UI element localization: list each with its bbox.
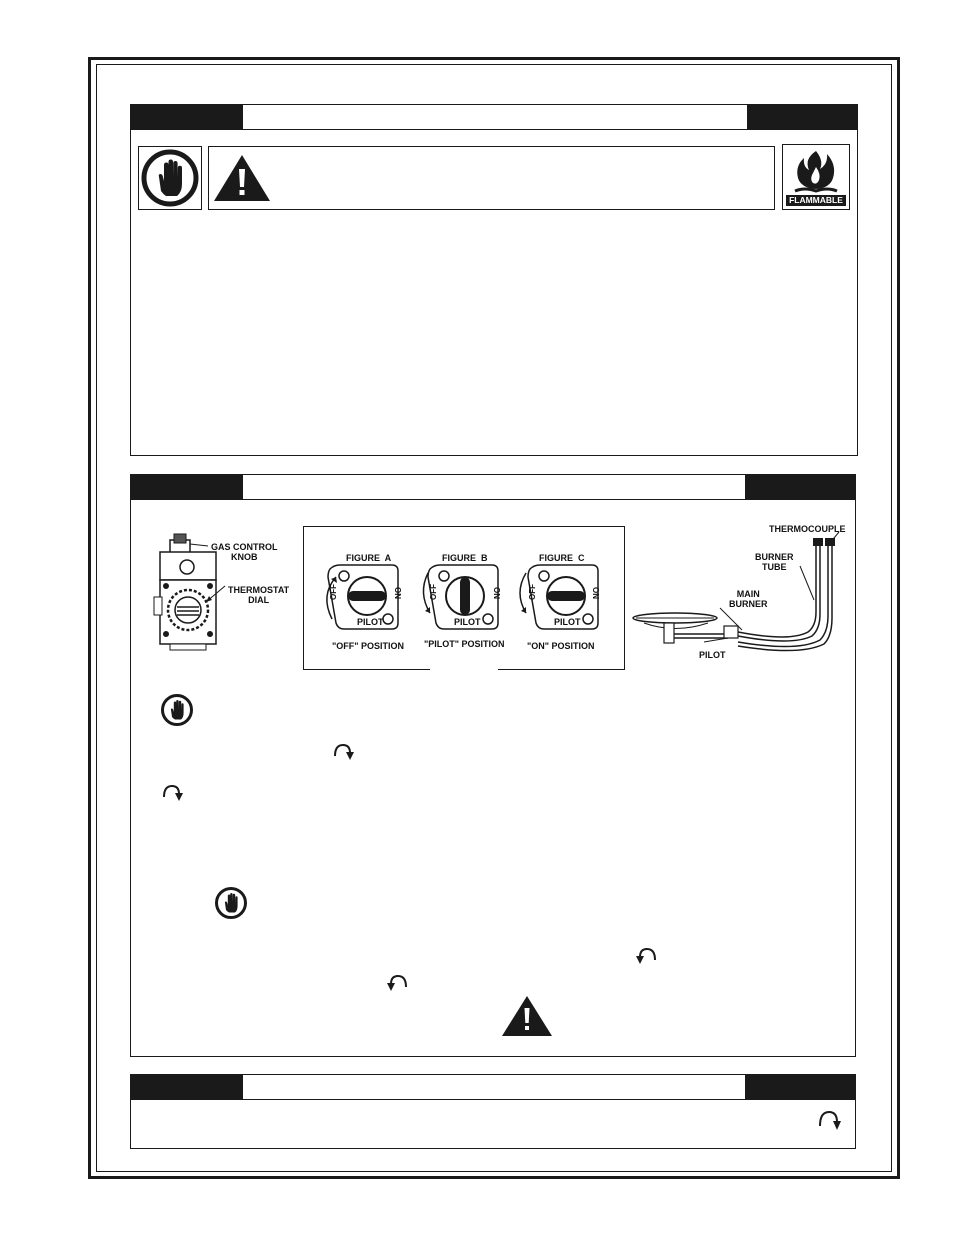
stop-hand-icon (160, 693, 194, 727)
header-block-left (131, 1075, 243, 1099)
flammable-flame-icon (783, 147, 849, 197)
label-main-burner: MAIN BURNER (729, 589, 768, 609)
figure-c-pilot-label: PILOT (554, 617, 581, 627)
warning-triangle-icon (500, 994, 554, 1038)
stop-hand-icon (214, 886, 248, 920)
figure-b-title: FIGURE B (442, 553, 488, 563)
flammable-icon (782, 144, 850, 210)
figure-b-caption: "PILOT" POSITION (424, 639, 505, 649)
rotate-counterclockwise-arrow-icon (386, 972, 410, 994)
turn-off-panel-header (131, 1075, 855, 1100)
knob-positions-figure (303, 526, 625, 670)
rotate-clockwise-arrow-icon (160, 782, 184, 804)
figure-b-off-label: OFF (429, 584, 438, 600)
rotate-clockwise-arrow-icon (816, 1107, 842, 1133)
figure-b-on-label: ON (492, 587, 501, 599)
rotate-clockwise-arrow-icon (331, 741, 355, 763)
stop-hand-icon (138, 146, 202, 210)
figure-a-off-label: OFF (329, 584, 338, 600)
figure-box-gap (430, 666, 498, 674)
header-block-left (131, 105, 243, 129)
figure-c-title: FIGURE C (539, 553, 585, 563)
label-thermostat-dial: THERMOSTAT DIAL (228, 585, 290, 605)
label-gas-control-knob: GAS CONTROL KNOB (211, 542, 278, 562)
figure-b-pilot-label: PILOT (454, 617, 481, 627)
label-thermocouple: THERMOCOUPLE (769, 524, 846, 534)
figure-c-off-label: OFF (528, 584, 537, 600)
figure-a-pilot-label: PILOT (357, 617, 384, 627)
header-block-right (747, 105, 857, 129)
turn-off-panel (130, 1074, 856, 1149)
figure-a-on-label: ON (393, 587, 402, 599)
label-pilot: PILOT (699, 650, 726, 660)
warning-banner (208, 146, 775, 210)
header-block-left (131, 475, 243, 499)
flammable-label: FLAMMABLE (786, 195, 846, 206)
figure-c-caption: "ON" POSITION (527, 641, 595, 651)
rotate-counterclockwise-arrow-icon (635, 945, 659, 967)
warning-panel (130, 104, 858, 456)
label-burner-tube: BURNER TUBE (755, 552, 794, 572)
header-block-right (745, 1075, 855, 1099)
figure-c-on-label: ON (591, 587, 600, 599)
header-block-right (745, 475, 855, 499)
figure-a-title: FIGURE A (346, 553, 392, 563)
figure-a-caption: "OFF" POSITION (332, 641, 405, 651)
lighting-panel-header (131, 475, 855, 500)
warning-panel-header (131, 105, 857, 130)
warning-triangle-icon (211, 152, 273, 204)
